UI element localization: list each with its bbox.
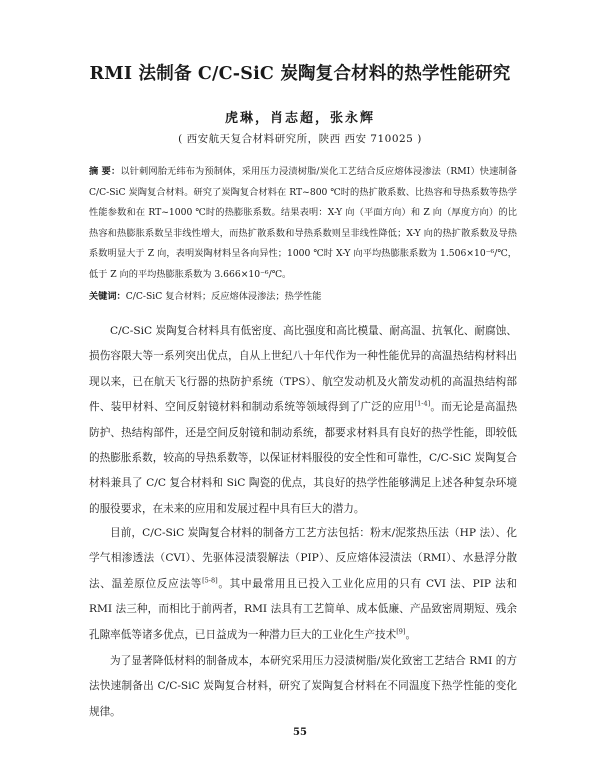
author-list: 虎琳，肖志超，张永辉: [224, 111, 375, 126]
keywords-text: C/C-SiC 复合材料；反应熔体浸渗法；热学性能: [125, 291, 322, 302]
paragraph-2-text-a: 目前，C/C-SiC 炭陶复合材料的制备方工艺方法包括：粉末/泥浆热压法（HP 法）、化学气相渗透法（CVI）、先驱体浸渍裂解法（PIP）、反应熔体浸渍法（RMI）、水悬浮分散法、温差原位反应法等: [89, 527, 517, 590]
citation-1-4: [1-4]: [414, 399, 431, 408]
paper-title: RMI 法制备 C/C-SiC 炭陶复合材料的热学性能研究: [89, 64, 511, 84]
body-paragraph-3: 为了显著降低材料的制备成本，本研究采用压力浸渍树脂/炭化致密工艺结合 RMI 的方法快速制备出 C/C-SiC 炭陶复合材料，研究了炭陶复合材料在不同温度下热学性能的变化规律。: [89, 655, 517, 718]
abstract-label: 摘 要：: [89, 166, 121, 177]
citation-5-8: [5-8]: [202, 576, 218, 585]
page-number: 55: [293, 727, 307, 738]
body-paragraph-2: [89, 521, 517, 648]
abstract-block: [89, 162, 517, 285]
paragraph-2-text-b: 。其中最常用且已投入工业化应用的只有 CVI 法、PIP 法和 RMI 法三种，而相比于前两者，RMI 法具有工艺简单、成本低廉、产品致密周期短、残余孔隙率低等诸多优点，已日益成为一种潜力巨大的工业化生产技术: [89, 577, 518, 641]
citation-9: [9]: [396, 627, 406, 636]
keywords-label: 关键词：: [89, 291, 126, 302]
paragraph-1-text-a: C/C-SiC 炭陶复合材料具有低密度、高比强度和高比模量、耐高温、抗氧化、耐腐蚀、损伤容限大等一系列突出优点，自从上世纪八十年代作为一种性能优异的高温热结构材料出现以来，已在航天飞行器的热防护系统（TPS）、航空发动机及火箭发动机的高温热结构部件、装甲材料、空间反射镜材料和制动系统等领域得到了广泛的应用: [89, 325, 517, 414]
paragraph-1-text-b: 。而无论是高温热防护、热结构部件，还是空间反射镜和制动系统，都要求材料具有良好的热学性能，即较低的热膨胀系数，较高的导热系数等，以保证材料服役的安全性和可靠性，C/C-SiC 炭陶复合材料兼具了 C/C 复合材料和 SiC 陶瓷的优点，其良好的热学性能够满足上述各种复杂环境的服役要求，在未来的应用和发展过程中具有巨大的潜力。: [89, 401, 518, 515]
author-affiliation: ( 西安航天复合材料研究所，陕西 西安 710025 ): [178, 133, 422, 145]
body-paragraph-1: [89, 319, 517, 522]
paragraph-2-text-c: 。: [405, 628, 417, 641]
keywords-block: [89, 290, 517, 304]
abstract-text: 以针刺网胎无纬布为预制体，采用压力浸渍树脂/炭化工艺结合反应熔体浸渗法（RMI）快速制备 C/C-SiC 炭陶复合材料。研究了炭陶复合材料在 RT~800 ℃时的热扩散系数、比热容和导热系数等热学性能参数和在 RT~1000 ℃时的热膨胀系数。结果表明：X-Y 向（平面方向）和 Z 向（厚度方向）的比热容和热膨胀系数呈非线性增大，而热扩散系数和导热系数则呈非线性降低；X-Y 向的热扩散系数及导热系数明显大于 Z 向，表明炭陶材料呈各向异性；1000 ℃时 X-Y 向平均热膨胀系数为 1.506×10⁻⁶/℃，低于 Z 向的平均热膨胀系数为 3.666×10⁻⁶/℃。: [89, 166, 517, 280]
